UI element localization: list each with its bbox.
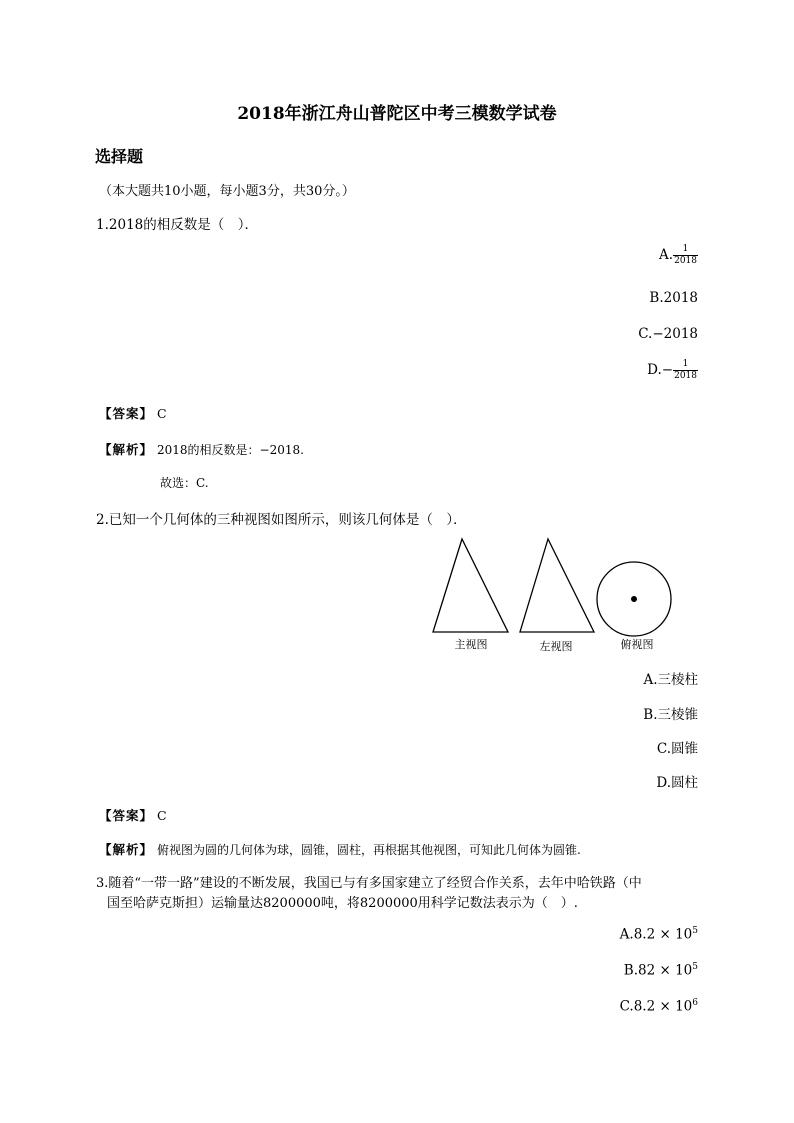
conclusion-text: 故选：C. xyxy=(160,476,209,490)
analysis-label: 【解析】 xyxy=(99,442,154,457)
front-view-triangle xyxy=(433,539,508,632)
section-intro: （本大题共10小题，每小题3分，共30分。） xyxy=(99,184,355,199)
option-prefix: C. xyxy=(638,326,653,342)
question-number: 1. xyxy=(96,217,109,233)
option-base: 8.2 × 10 xyxy=(633,926,693,943)
option-b xyxy=(649,290,698,306)
fraction xyxy=(673,359,698,382)
option-a xyxy=(620,926,698,943)
fraction xyxy=(673,244,698,267)
analysis-line xyxy=(99,440,304,458)
analysis-label: 【解析】 xyxy=(99,842,154,857)
option-value: −2018 xyxy=(652,326,698,342)
option-a: A.三棱柱 xyxy=(643,672,698,688)
option-value: 2018 xyxy=(663,290,698,306)
option-prefix: C. xyxy=(619,998,634,1015)
option-base: 82 × 10 xyxy=(638,962,693,979)
numerator: 1 xyxy=(673,359,698,371)
option-b: B.三棱锥 xyxy=(643,707,698,723)
option-exponent: 6 xyxy=(692,998,698,1008)
option-prefix: D.− xyxy=(647,362,674,378)
caption-front-view: 主视图 xyxy=(454,638,488,651)
option-c: C.圆锥 xyxy=(656,741,698,757)
question-stem-line-1: 随着“一带一路”建设的不断发展，我国已与有多国家建立了经贸合作关系，去年中哈铁路（中 xyxy=(108,876,642,891)
denominator: 2018 xyxy=(674,256,697,266)
question-number: 3. xyxy=(96,876,109,891)
option-exponent: 5 xyxy=(692,962,698,972)
answer-line xyxy=(99,404,167,422)
option-prefix: A. xyxy=(619,926,634,943)
answer-label: 【答案】 xyxy=(99,406,154,421)
option-exponent: 5 xyxy=(692,926,698,936)
denominator: 2018 xyxy=(674,371,697,381)
option-prefix: B. xyxy=(649,290,664,306)
question-stem: 已知一个几何体的三种视图如图所示，则该几何体是（ ）． xyxy=(108,512,467,528)
section-heading: 选择题 xyxy=(95,147,144,166)
caption-top-view: 俯视图 xyxy=(620,638,654,651)
option-d xyxy=(647,359,698,382)
analysis-text: 俯视图为圆的几何体为球，圆锥，圆柱，再根据其他视图，可知此几何体为圆锥. xyxy=(157,843,581,857)
answer-line xyxy=(99,806,167,824)
page-title: 2018年浙江舟山普陀区中考三模数学试卷 xyxy=(237,104,557,124)
option-c xyxy=(638,326,698,342)
numerator: 1 xyxy=(673,244,698,256)
answer-value: C xyxy=(157,406,167,421)
question-2 xyxy=(96,508,467,528)
question-stem-line-2: 国至哈萨克斯担）运输量达8200000吨，将8200000用科学记数法表示为（ ）. xyxy=(107,896,578,911)
question-1 xyxy=(96,213,258,233)
top-view-apex-dot xyxy=(631,596,637,602)
answer-label: 【答案】 xyxy=(99,808,154,823)
option-c xyxy=(620,998,698,1015)
question-3 xyxy=(96,872,642,891)
option-prefix: A. xyxy=(659,247,674,263)
caption-left-view: 左视图 xyxy=(539,640,573,653)
question-number: 2. xyxy=(96,512,109,528)
option-b xyxy=(624,962,698,979)
three-views-figure xyxy=(428,534,678,656)
answer-value: C xyxy=(157,808,167,823)
question-stem: 2018的相反数是（ ）． xyxy=(108,217,258,233)
analysis-text: 2018的相反数是：−2018. xyxy=(157,443,304,457)
left-view-triangle xyxy=(520,539,594,632)
option-a xyxy=(659,244,698,267)
analysis-line xyxy=(99,840,581,858)
option-base: 8.2 × 10 xyxy=(633,998,693,1015)
option-d: D.圆柱 xyxy=(656,775,698,791)
option-prefix: B. xyxy=(623,962,638,979)
